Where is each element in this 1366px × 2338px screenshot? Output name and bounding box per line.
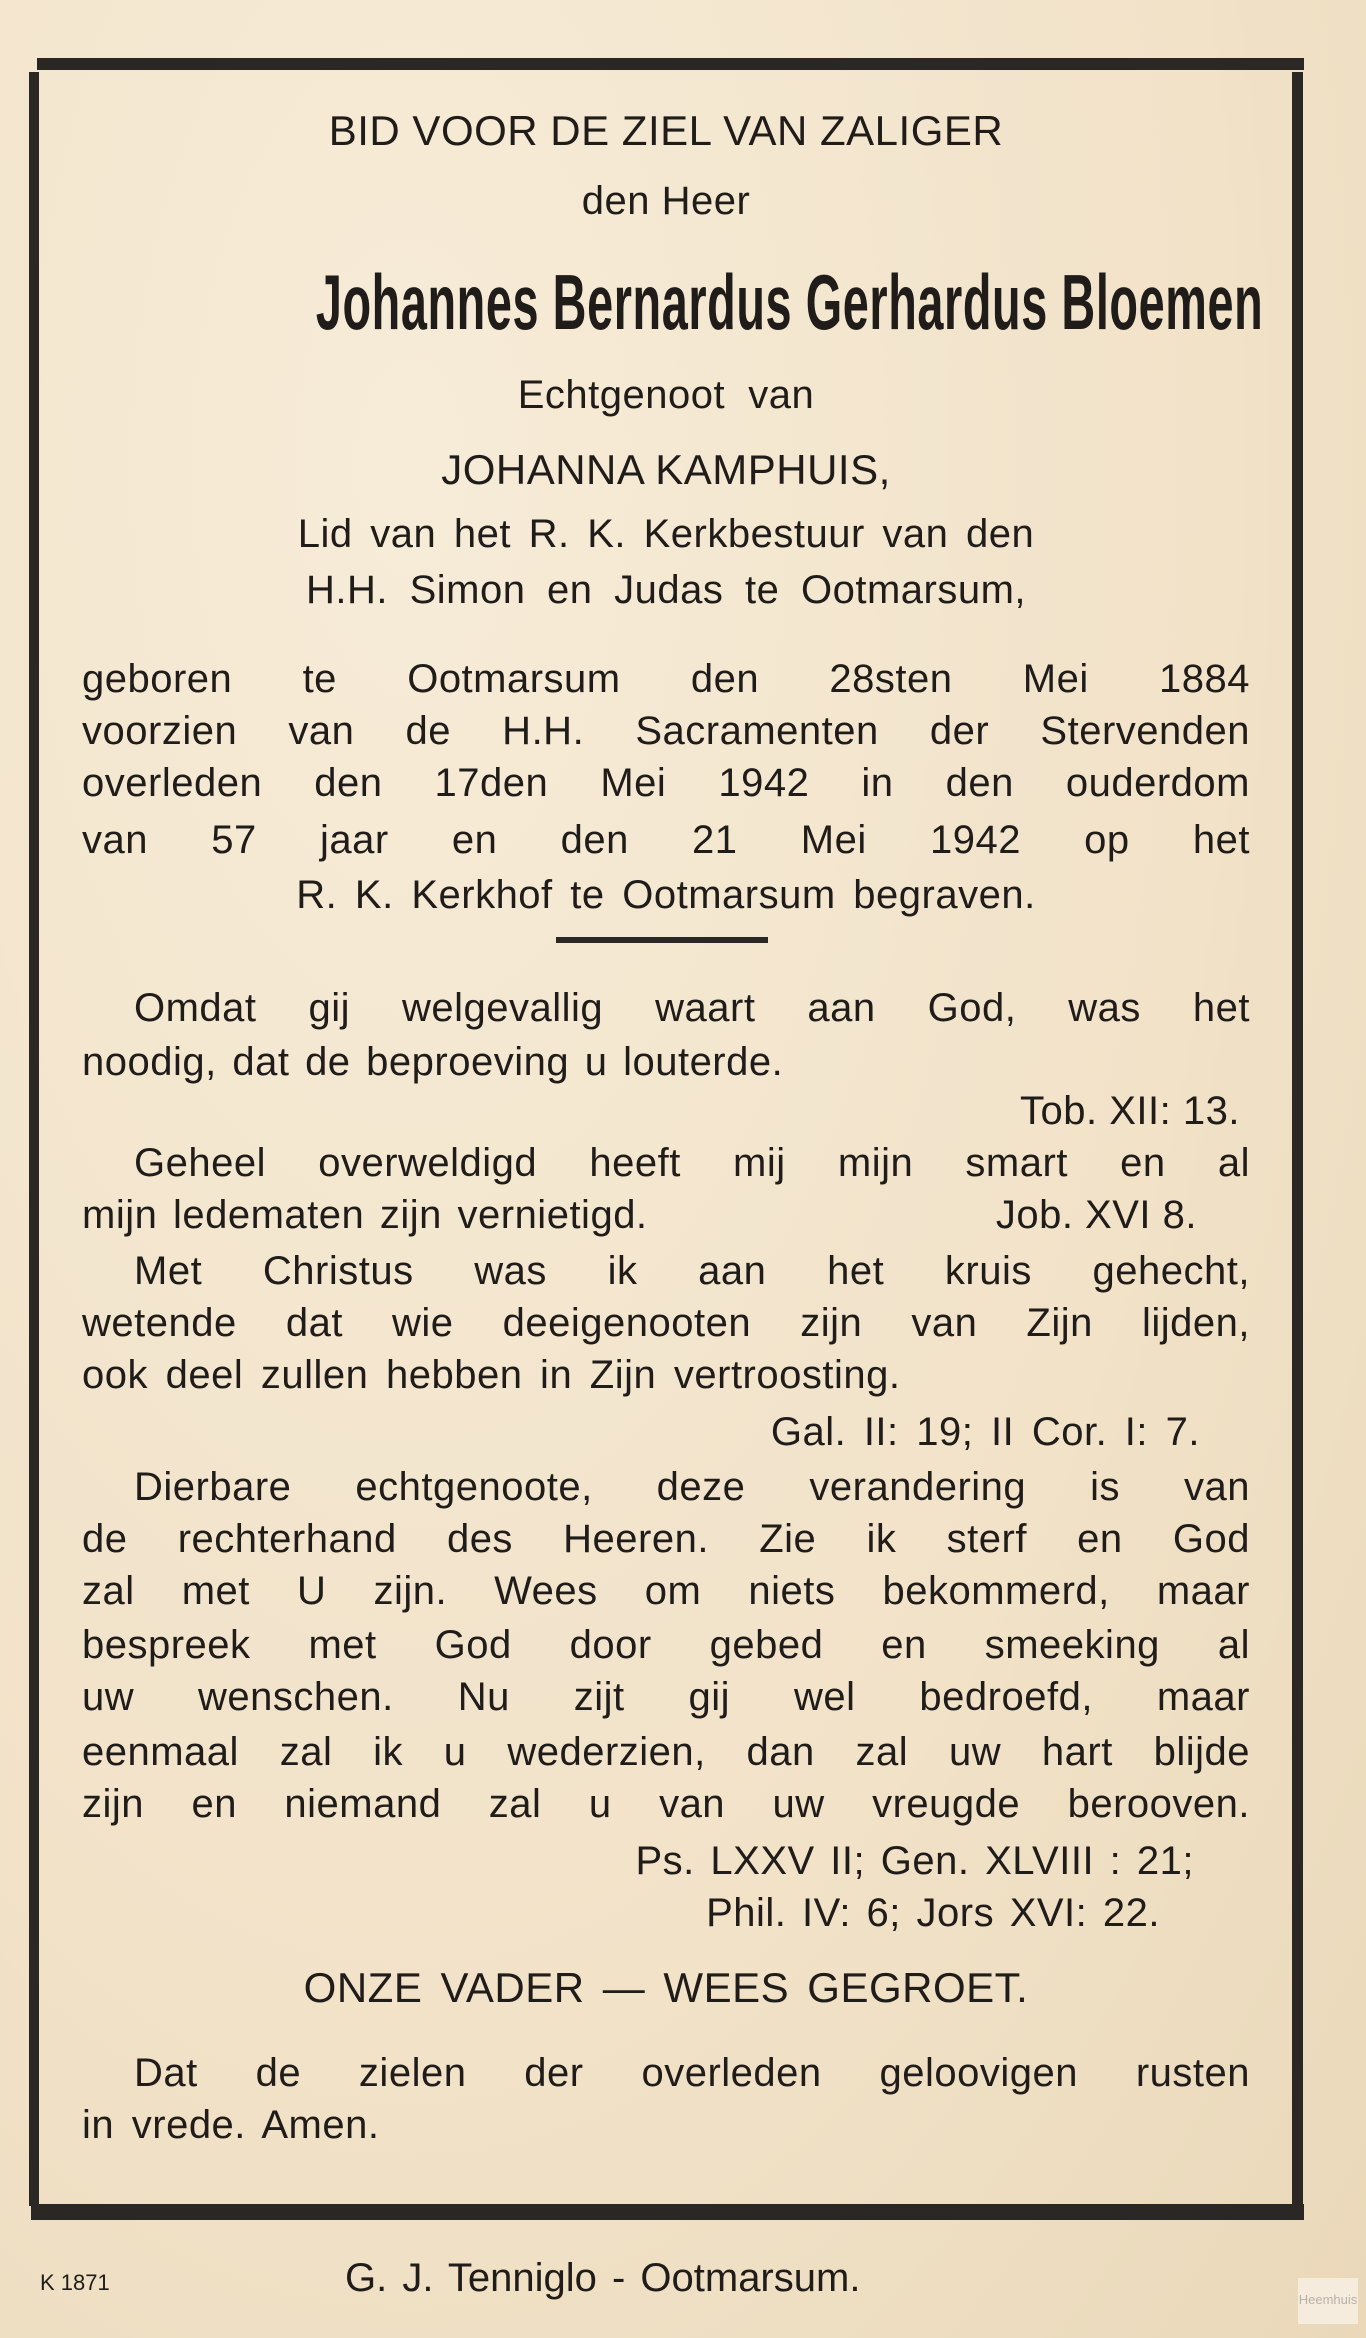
verse-line: de rechterhand des Heeren. Zie ik sterf en God — [82, 1517, 1250, 1561]
border-top — [37, 58, 1304, 70]
bio-line: R. K. Kerkhof te Ootmarsum begraven. — [296, 873, 1036, 917]
verse-line: eenmaal zal ik u wederzien, dan zal uw hart blijde — [82, 1730, 1250, 1774]
deceased-name-text: Johannes Bernardus Gerhardus Bloemen — [315, 258, 1264, 346]
prayer-heading: ONZE VADER — WEES GEGROET. — [303, 1964, 1029, 2011]
watermark-logo — [1298, 2278, 1358, 2324]
verse-line: bespreek met God door gebed en smeeking al — [82, 1623, 1250, 1667]
verse-line: Geheel overweldigd heeft mij mijn smart en al — [134, 1141, 1250, 1185]
verse-line: ook deel zullen hebben in Zijn vertroosting. — [82, 1353, 901, 1397]
verse-reference: Tob. XII: 13. — [1020, 1089, 1240, 1133]
role-line-2: H.H. Simon en Judas te Ootmarsum, — [305, 568, 1027, 612]
border-left — [29, 72, 39, 2206]
verse-reference: Ps. LXXV II; Gen. XLVIII : 21; — [635, 1839, 1194, 1883]
bio-line: geboren te Ootmarsum den 28sten Mei 1884 — [82, 657, 1250, 701]
card-code: K 1871 — [40, 2270, 110, 2295]
border-right — [1292, 72, 1303, 2206]
closing-line: Dat de zielen der overleden geloovigen rusten — [134, 2051, 1250, 2095]
verse-line: mijn ledematen zijn vernietigd. — [82, 1193, 648, 1237]
spouse-name: JOHANNA KAMPHUIS, — [441, 446, 891, 493]
verse-reference: Job. XVI 8. — [995, 1193, 1197, 1237]
divider — [556, 937, 768, 943]
printer-imprint: G. J. Tenniglo - Ootmarsum. — [345, 2256, 861, 2300]
closing-line: in vrede. Amen. — [82, 2103, 380, 2147]
verse-reference: Gal. II: 19; II Cor. I: 7. — [770, 1410, 1200, 1454]
verse-line: zal met U zijn. Wees om niets bekommerd, maar — [82, 1569, 1250, 1613]
verse-line: zijn en niemand zal u van uw vreugde berooven. — [82, 1782, 1250, 1826]
role-line-1: Lid van het R. K. Kerkbestuur van den — [297, 512, 1035, 556]
verse-line: Met Christus was ik aan het kruis gehecht, — [134, 1249, 1250, 1293]
deceased-name — [0, 258, 1366, 346]
verse-line: Dierbare echtgenoote, deze verandering is van — [134, 1465, 1250, 1509]
verse-line: noodig, dat de beproeving u louterde. — [82, 1040, 784, 1084]
title-line: den Heer — [581, 179, 751, 223]
verse-line: Omdat gij welgevallig waart aan God, was het — [134, 986, 1250, 1030]
watermark-text: Heemhuis — [1298, 2292, 1358, 2307]
bio-line: van 57 jaar en den 21 Mei 1942 op het — [82, 818, 1250, 862]
verse-line: uw wenschen. Nu zijt gij wel bedroefd, maar — [82, 1675, 1250, 1719]
bio-line: overleden den 17den Mei 1942 in den ouderdom — [82, 761, 1250, 805]
verse-reference: Phil. IV: 6; Jors XVI: 22. — [706, 1891, 1160, 1935]
border-bottom — [31, 2204, 1304, 2220]
spouse-label: Echtgenoot van — [517, 373, 815, 417]
invocation-heading: BID VOOR DE ZIEL VAN ZALIGER — [328, 107, 1004, 154]
bio-line: voorzien van de H.H. Sacramenten der Stervenden — [82, 709, 1250, 753]
verse-line: wetende dat wie deeigenooten zijn van Zijn lijden, — [82, 1301, 1250, 1345]
